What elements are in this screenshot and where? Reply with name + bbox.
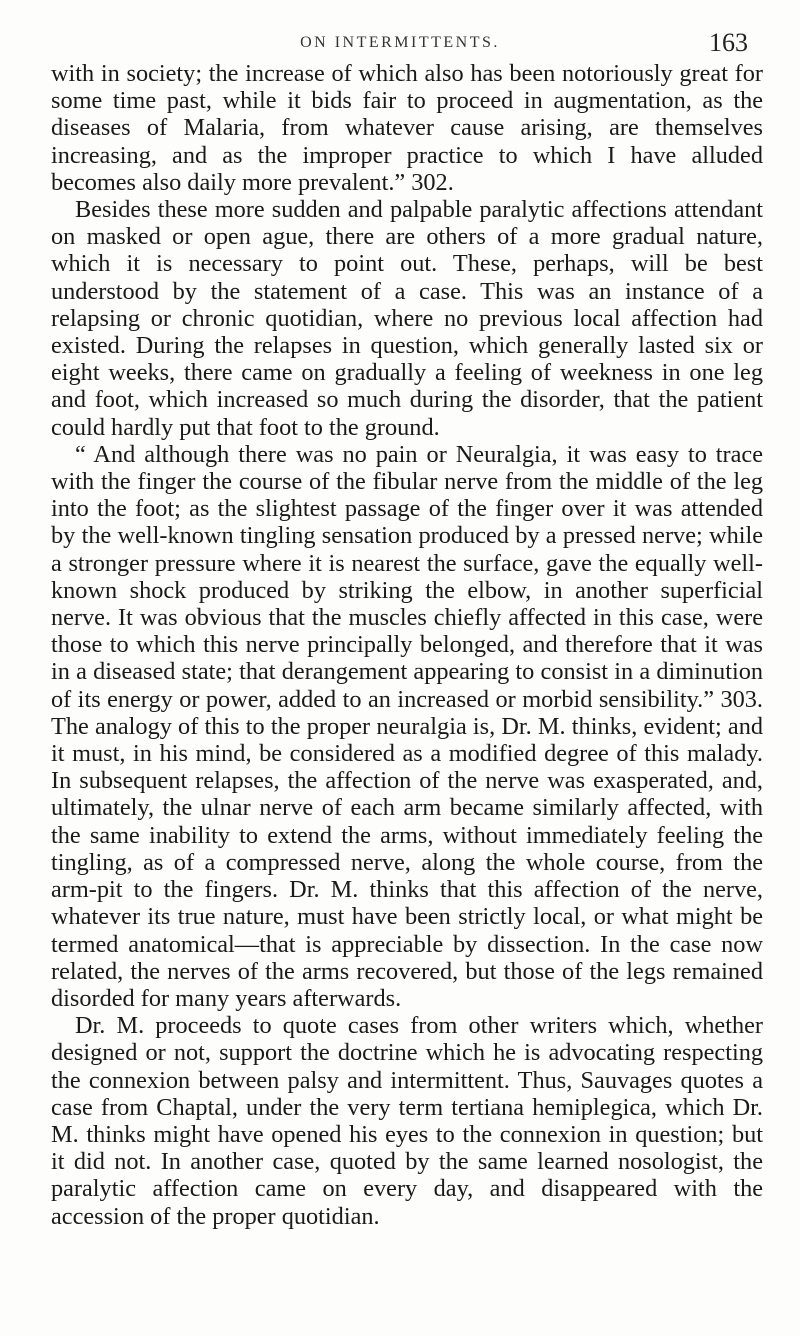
body-text — [51, 60, 763, 1230]
running-head — [0, 28, 800, 58]
paragraph: “ And although there was no pain or Neuralgia, it was easy to trace with the finger the course of the fibular nerve from the middle of the leg into the foot; as the slightest passage of the finger over it was attended by the well-known tingling sensation produced by a pressed nerve; while a stronger pressure where it is nearest the surface, gave the equally well-known shock produced by striking the elbow, in another superficial nerve. It was obvious that the muscles chiefly affected in this case, were those to which this nerve principally belonged, and therefore that it was in a diseased state; that derangement appearing to consist in a diminution of its energy or power, added to an increased or morbid sensibility.” 303. The analogy of this to the proper neuralgia is, Dr. M. thinks, evident; and it must, in his mind, be considered as a modified degree of this malady. In subsequent relapses, the affection of the nerve was exasperated, and, ultimately, the ulnar nerve of each arm became similarly affected, with the same inability to extend the arms, without immediately feeling the tingling, as of a compressed nerve, along the whole course, from the arm-pit to the fingers. Dr. M. thinks that this affection of the nerve, whatever its true nature, must have been strictly local, or what might be termed anatomical—that is appreciable by dissection. In the case now related, the nerves of the arms recovered, but those of the legs remained disorded for many years afterwards. — [51, 440, 763, 1012]
paragraph-continuation: with in society; the increase of which also has been notoriously great for some time past, while it bids fair to proceed in augmentation, as the diseases of Malaria, from whatever cause arising, are themselves increasing, and as the improper practice to which I have alluded becomes also daily more prevalent.” 302. — [51, 60, 763, 196]
paragraph: Dr. M. proceeds to quote cases from other writers which, whether designed or not, support the doctrine which he is advocating respecting the connexion between palsy and intermittent. Thus, Sauvages quotes a case from Chaptal, under the very term tertiana hemiplegica, which Dr. M. thinks might have opened his eyes to the connexion in question; but it did not. In another case, quoted by the same learned nosologist, the paralytic affection came on every day, and disappeared with the accession of the proper quotidian. — [51, 1012, 763, 1230]
page-number: 163 — [709, 28, 748, 57]
running-title: ON INTERMITTENTS. — [300, 34, 500, 51]
paragraph: Besides these more sudden and palpable paralytic affections attendant on masked or open ague, there are others of a more gradual nature, which it is necessary to point out. These, perhaps, will be best understood by the statement of a case. This was an instance of a relapsing or chronic quotidian, where no previous local affection had existed. During the relapses in question, which generally lasted six or eight weeks, there came on gradually a feeling of weekness in one leg and foot, which increased so much during the disorder, that the patient could hardly put that foot to the ground. — [51, 196, 763, 441]
